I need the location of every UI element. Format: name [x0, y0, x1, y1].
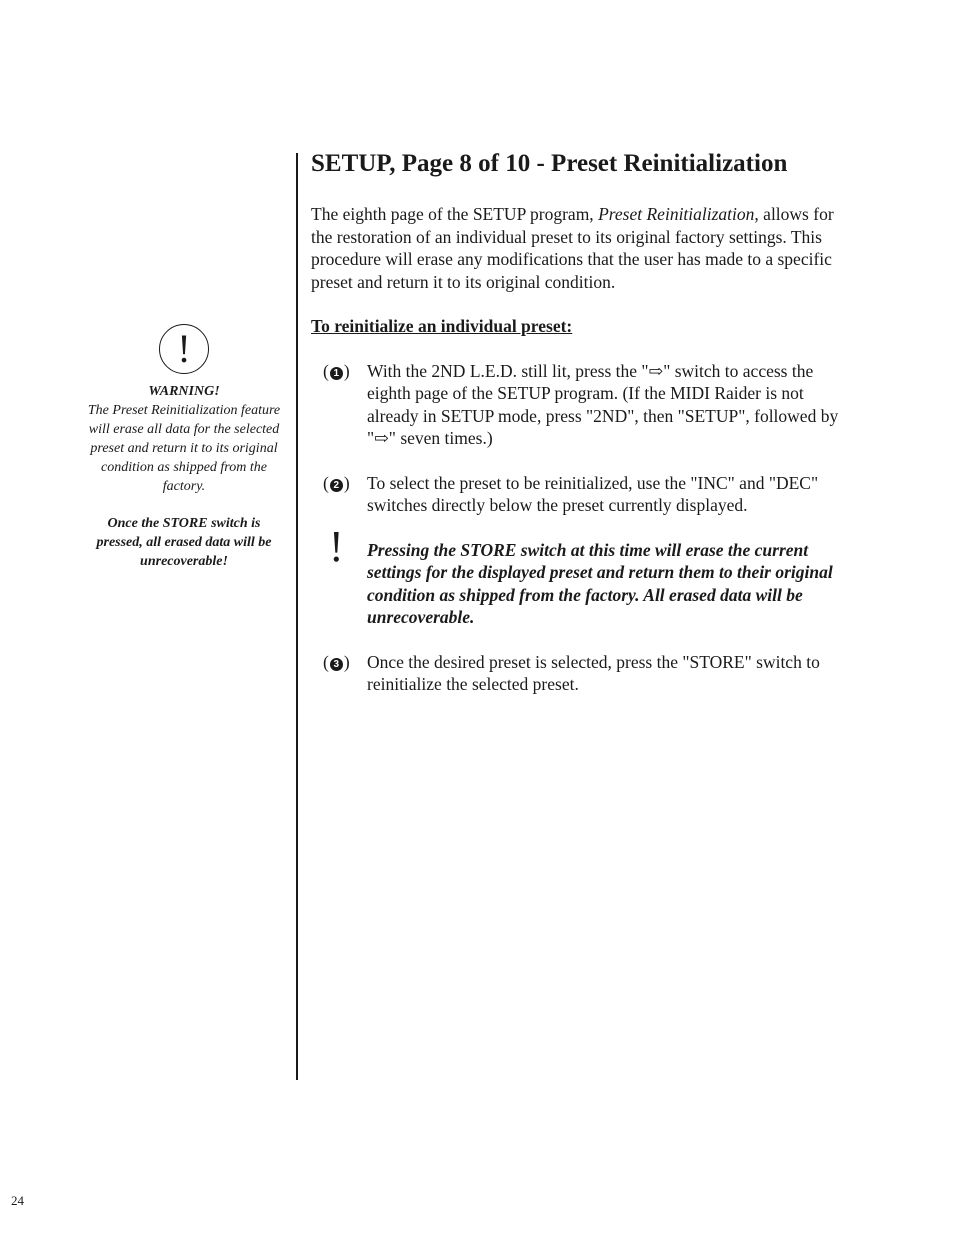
step-1 — [311, 360, 841, 450]
warning-final-note: Once the STORE switch is pressed, all erased data will be unrecoverable! — [96, 516, 272, 569]
warning-heading: WARNING! — [148, 384, 220, 399]
intro-text-after: , allows for the restoration of an individual preset to its original factory settings. This procedure will erase any modifications that the user has made to a specific preset and return it to its original condition. — [311, 204, 834, 292]
intro-paragraph — [311, 203, 841, 293]
vertical-divider — [296, 153, 298, 1080]
page-title: SETUP, Page 8 of 10 - Preset Reinitialization — [311, 150, 788, 177]
exclamation-icon: ! — [329, 521, 344, 571]
step-number-2: ( 2 ) — [323, 472, 350, 493]
step-text-1: With the 2ND L.E.D. still lit, press the "⇨" switch to access the eighth page of the SETUP program. (If the MIDI Raider is not already in SETUP mode, press "2ND", then "SETUP", followed by "⇨" seven times.) — [367, 360, 839, 448]
step-number-1: ( 1 ) — [323, 360, 350, 381]
step-text-3: Once the desired preset is selected, press the "STORE" switch to reinitialize the selected preset. — [367, 651, 820, 694]
step-text-2: To select the preset to be reinitialized, use the "INC" and "DEC" switches directly below the preset currently displayed. — [367, 472, 819, 515]
intro-feature-name: Preset Reinitialization — [598, 204, 755, 224]
caution-note — [311, 521, 841, 629]
page-number: 24 — [11, 1193, 24, 1208]
warning-body: The Preset Reinitialization feature will erase all data for the selected preset and return it to its original condition as shipped from the factory. — [87, 403, 281, 494]
circled-number-1-icon: 1 — [330, 367, 343, 380]
circled-number-3-icon: 3 — [330, 658, 343, 671]
main-content — [311, 148, 841, 718]
procedure-subheading: To reinitialize an individual preset: — [311, 316, 573, 336]
step-number-3: ( 3 ) — [323, 651, 350, 672]
intro-text-before: The eighth page of the SETUP program, — [311, 204, 599, 224]
warning-sidebar — [84, 324, 284, 571]
circled-number-2-icon: 2 — [330, 479, 343, 492]
warning-circle-icon: ! — [159, 324, 209, 374]
step-2 — [311, 472, 841, 517]
step-3 — [311, 651, 841, 696]
caution-text: Pressing the STORE switch at this time will erase the current settings for the displayed preset and return them to their original condition as shipped from the factory. All erased data will be unrecoverable. — [367, 539, 833, 627]
